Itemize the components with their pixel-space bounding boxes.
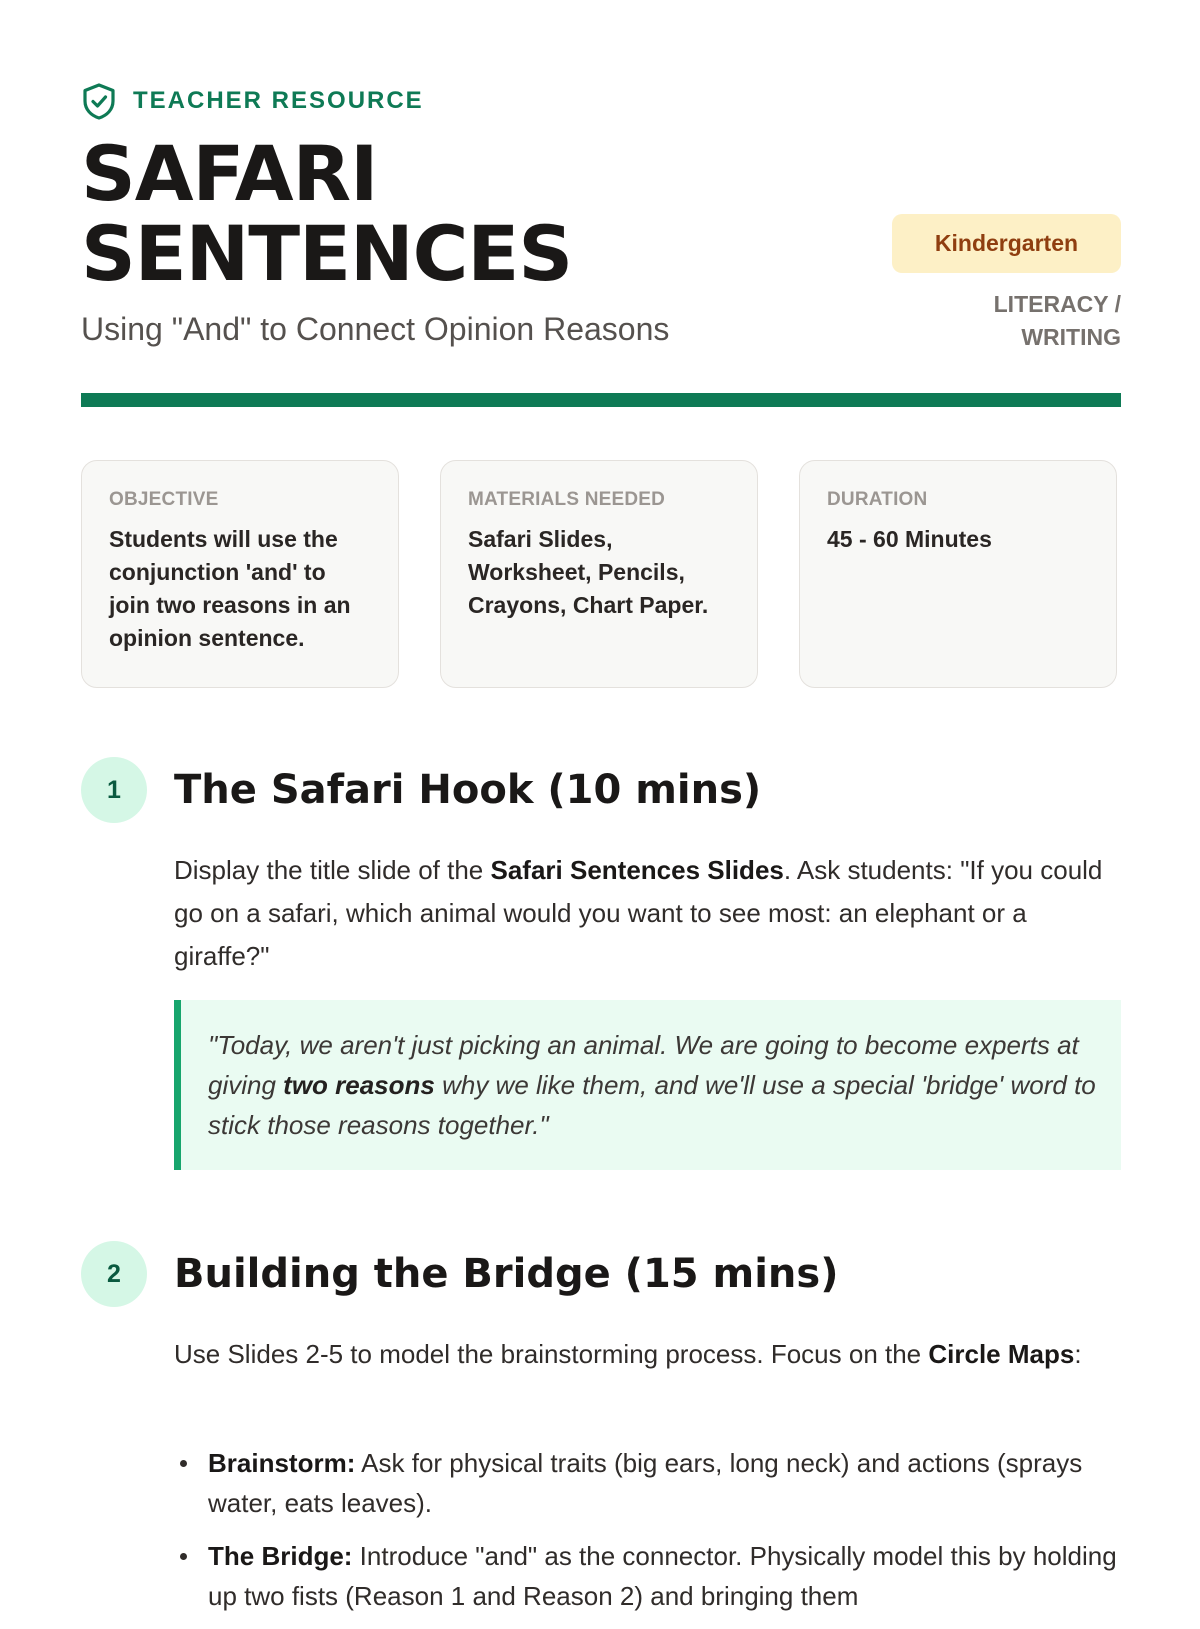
- quote-text: why we like them, and we'll use a special 'bridge' word to stick those reasons together.": [208, 1070, 1096, 1140]
- title-line-1: SAFARI: [81, 129, 378, 218]
- eyebrow: [81, 82, 424, 120]
- step-title: Building the Bridge (15 mins): [174, 1251, 839, 1297]
- grade-badge: Kindergarten: [892, 214, 1121, 273]
- duration-card: [799, 460, 1117, 688]
- bullet-text: Introduce "and" as the connector. Physically model this by holding up two fists (Reason 1 and Reason 2) and bringing them: [208, 1541, 1117, 1611]
- body-text: Display the title slide of the: [174, 855, 491, 885]
- card-text: Students will use the conjunction 'and' to join two reasons in an opinion sentence.: [109, 526, 351, 651]
- card-text: Safari Slides, Worksheet, Pencils, Crayons, Chart Paper.: [468, 526, 709, 618]
- quote-text: "Today, we aren't just picking an animal. We are going to become experts at giving: [208, 1030, 1079, 1100]
- list-item: [174, 1536, 1121, 1616]
- page-subtitle: Using "And" to Connect Opinion Reasons: [81, 311, 670, 347]
- bullet-text: Ask for physical traits (big ears, long neck) and actions (sprays water, eats leaves).: [208, 1448, 1083, 1518]
- step-body: [174, 1333, 1121, 1376]
- header-divider: [81, 393, 1121, 407]
- body-emphasis: Circle Maps: [928, 1339, 1075, 1369]
- quote-emphasis: two reasons: [283, 1070, 435, 1100]
- list-item: [174, 1443, 1121, 1523]
- shield-check-icon: [81, 82, 117, 120]
- step-body: [174, 849, 1121, 978]
- card-label: DURATION: [827, 489, 928, 510]
- step-title: The Safari Hook (10 mins): [174, 767, 762, 813]
- step-number: 1: [81, 757, 147, 823]
- bullet-term: Brainstorm:: [208, 1448, 356, 1478]
- card-label: MATERIALS NEEDED: [468, 489, 666, 510]
- materials-card: [440, 460, 758, 688]
- card-label: OBJECTIVE: [109, 489, 219, 510]
- card-text: 45 - 60 Minutes: [827, 526, 992, 552]
- teacher-script-quote: [174, 1000, 1121, 1170]
- step-bullet-list: [174, 1443, 1121, 1629]
- body-text: :: [1074, 1339, 1082, 1369]
- objective-card: [81, 460, 399, 688]
- info-cards: [81, 460, 1121, 688]
- body-emphasis: Safari Sentences Slides: [490, 855, 784, 885]
- eyebrow-label: TEACHER RESOURCE: [133, 87, 424, 114]
- title-line-2: SENTENCES: [81, 209, 573, 298]
- body-text: Use Slides 2-5 to model the brainstorming process. Focus on the: [174, 1339, 929, 1369]
- body-text: . Ask students: "If you could go on a safari, which animal would you want to see most: an elephant or a giraffe?": [174, 855, 1103, 971]
- bullet-term: The Bridge:: [208, 1541, 353, 1571]
- page-title: [81, 129, 573, 298]
- step-number: 2: [81, 1241, 147, 1307]
- subject-label: LITERACY / WRITING: [993, 291, 1121, 350]
